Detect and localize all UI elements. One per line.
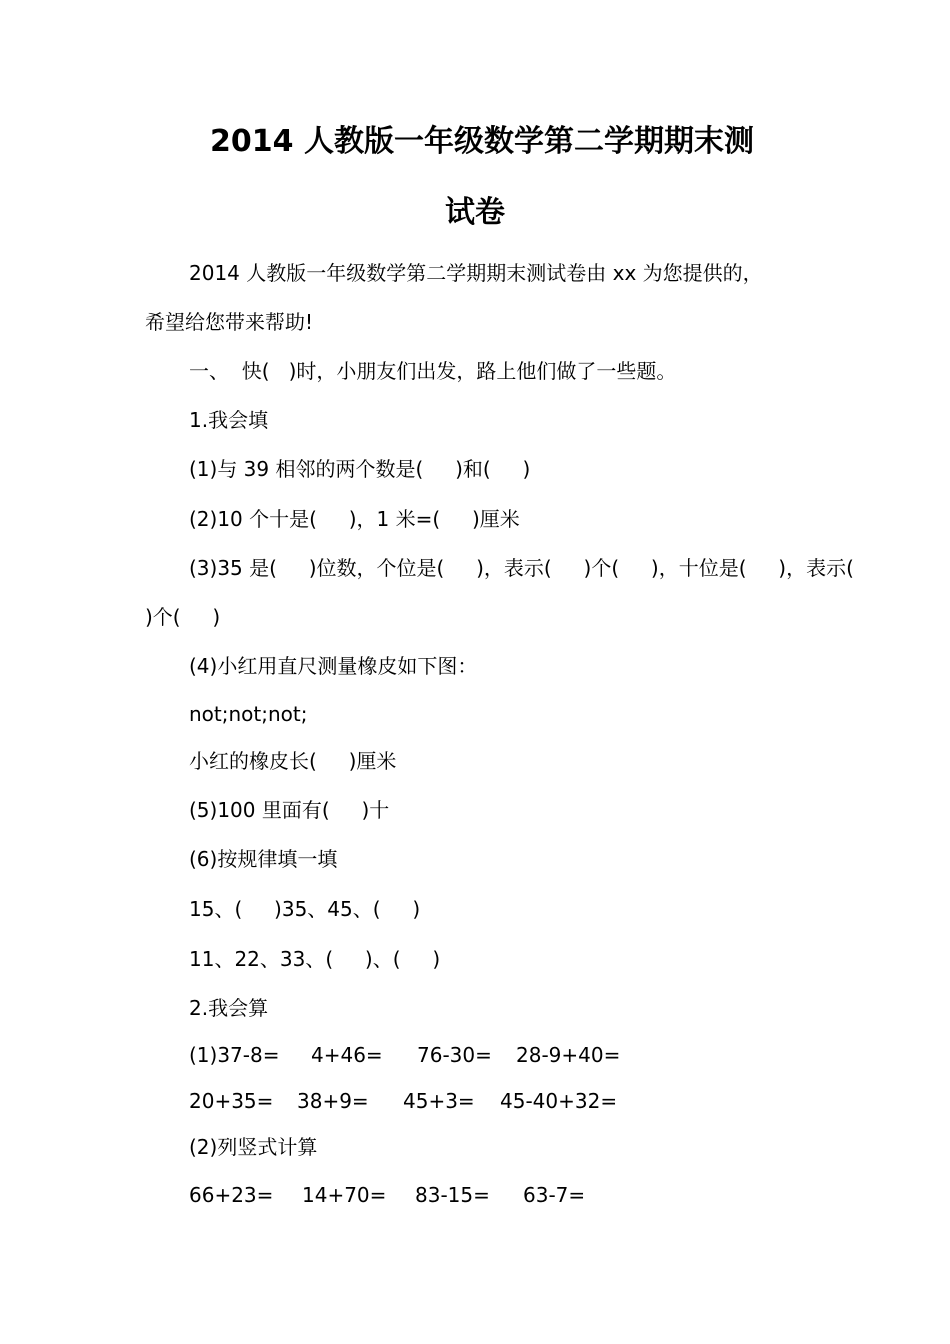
question-2: (2)10 个十是( )，1 米=( )厘米 (189, 507, 520, 531)
oral-calc-item: 45+3= (403, 1089, 475, 1113)
vertical-calc-item: 14+70= (302, 1183, 387, 1207)
question-6-sequence-1: 15、( )35、45、( ) (189, 897, 421, 921)
question-6-sequence-2: 11、22、33、( )、( ) (189, 947, 441, 971)
intro-line-1: 2014 人教版一年级数学第二学期期末测试卷由 xx 为您提供的， (189, 261, 763, 285)
question-3-line-1: (3)35 是( )位数，个位是( )，表示( )个( )，十位是( )，表示( (189, 556, 854, 580)
vertical-calc-item: 63-7= (523, 1183, 586, 1207)
question-4-answer: 小红的橡皮长( )厘米 (189, 749, 397, 773)
question-6: (6)按规律填一填 (189, 847, 338, 871)
vertical-calc-heading: (2)列竖式计算 (189, 1135, 318, 1159)
document-title-line-1: 2014 人教版一年级数学第二学期期末测 (210, 124, 754, 159)
oral-calc-item: 28-9+40= (516, 1043, 621, 1067)
oral-calc-item: (1)37-8= (189, 1043, 280, 1067)
oral-calc-item: 45-40+32= (500, 1089, 618, 1113)
document-title-line-2: 试卷 (445, 195, 505, 230)
part-2-heading: 2.我会算 (189, 996, 269, 1020)
question-1: (1)与 39 相邻的两个数是( )和( ) (189, 457, 531, 481)
question-4: (4)小红用直尺测量橡皮如下图： (189, 654, 478, 678)
oral-calc-item: 20+35= (189, 1089, 274, 1113)
question-3-line-2: )个( ) (145, 605, 221, 629)
intro-line-2: 希望给您带来帮助! (145, 310, 314, 334)
oral-calc-item: 76-30= (417, 1043, 492, 1067)
vertical-calc-item: 83-15= (415, 1183, 490, 1207)
section-1-heading: 一、 快( )时，小朋友们出发，路上他们做了一些题。 (189, 359, 677, 383)
oral-calc-item: 38+9= (297, 1089, 369, 1113)
question-5: (5)100 里面有( )十 (189, 798, 390, 822)
question-4-image-placeholder: not;not;not; (189, 702, 308, 726)
oral-calc-item: 4+46= (311, 1043, 383, 1067)
part-1-heading: 1.我会填 (189, 408, 269, 432)
vertical-calc-item: 66+23= (189, 1183, 274, 1207)
